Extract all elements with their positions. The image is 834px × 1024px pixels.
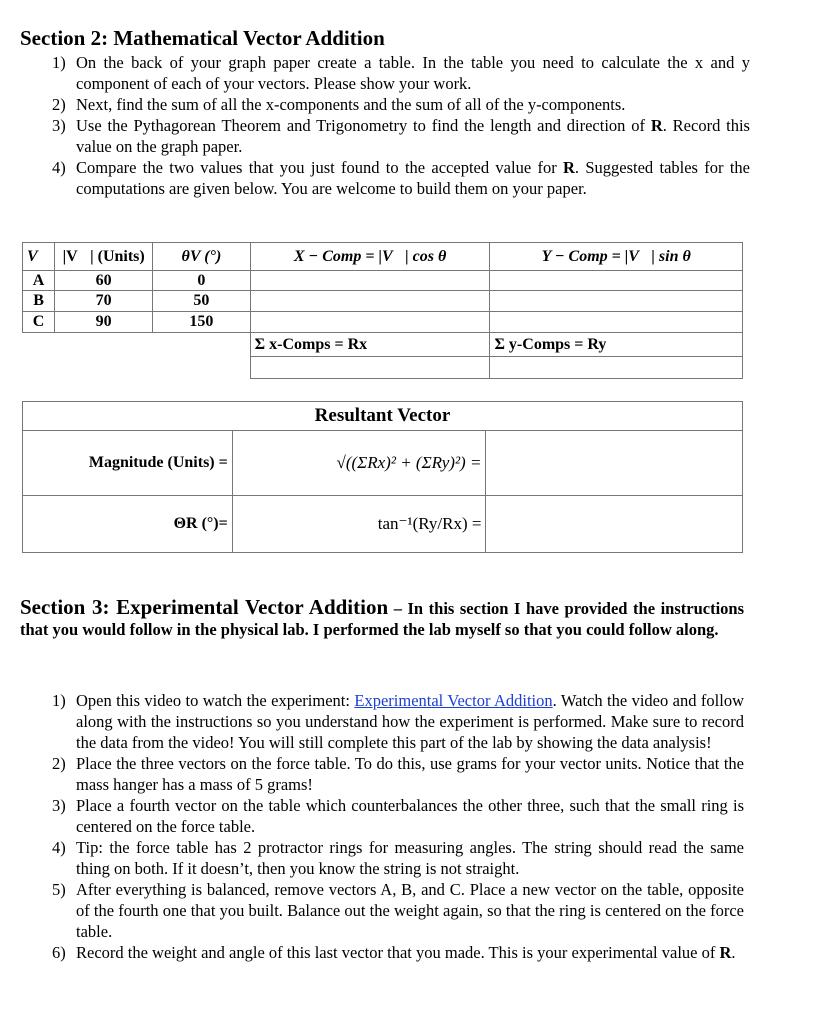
section-2-title: Section 2: Mathematical Vector Addition	[20, 26, 385, 50]
cell[interactable]	[250, 271, 490, 291]
video-link[interactable]: Experimental Vector Addition	[354, 691, 553, 710]
cell: 90	[55, 312, 153, 333]
list-item: 5) After everything is balanced, remove vectors A, B, and C. Place a new vector on the table, opposite of the fourth one that you built. Balance out the weight again, so that the ring is centered on the force table.	[52, 880, 744, 941]
cell: B	[23, 291, 55, 312]
header-y-comp: Y − Comp = |V⃗| sin θ	[490, 243, 743, 271]
cell: C	[23, 312, 55, 333]
cell: 70	[55, 291, 153, 312]
section-3-list	[20, 690, 744, 963]
list-item: 2) Next, find the sum of all the x-components and the sum of all of the y-components.	[52, 95, 626, 114]
angle-formula: tan⁻¹(Ry/Rx) =	[232, 496, 486, 553]
sum-y-cell[interactable]	[490, 357, 743, 379]
list-item: 3) Place a fourth vector on the table which counterbalances the other three, such that the small ring is centered on the force table.	[52, 796, 744, 836]
header-x-comp: X − Comp = |V⃗| cos θ	[250, 243, 490, 271]
resultant-title: Resultant Vector	[23, 402, 743, 431]
cell: A	[23, 271, 55, 291]
list-item: 1) Open this video to watch the experiment: Experimental Vector Addition. Watch the video and follow along with the instructions so you understand how the experiment is performed. Make sure to record the data from the video! You will still complete this part of the lab by showing the data analysis!	[52, 691, 745, 752]
sum-x-cell[interactable]	[250, 357, 490, 379]
cell[interactable]	[490, 271, 743, 291]
spacer	[23, 333, 251, 357]
section-2	[20, 26, 750, 199]
cell[interactable]	[250, 312, 490, 333]
header-vector: V⃗	[23, 243, 55, 271]
list-item: 4) Tip: the force table has 2 protractor rings for measuring angles. The string should read the same thing on both. If it doesn’t, then you know the string is not straight.	[52, 838, 744, 878]
section-3-title: Section 3: Experimental Vector Addition	[20, 595, 389, 619]
cell[interactable]	[490, 291, 743, 312]
cell: 60	[55, 271, 153, 291]
header-angle: θV (°)	[153, 243, 251, 271]
vector-table	[22, 242, 743, 379]
table-row	[23, 291, 743, 312]
list-item: 6) Record the weight and angle of this last vector that you made. This is your experimental value of R.	[52, 943, 736, 962]
sum-y-label: Σ y-Comps = Ry	[490, 333, 743, 357]
section-2-list	[20, 52, 750, 199]
list-item: 1) On the back of your graph paper create a table. In the table you need to calculate the x and y component of each of your vectors. Please show your work.	[52, 53, 750, 93]
angle-label: ΘR (°)=	[23, 496, 233, 553]
header-magnitude: |V⃗| (Units)	[55, 243, 153, 271]
list-item: 4) Compare the two values that you just found to the accepted value for R. Suggested tables for the computations are given below. You are welcome to build them on your paper.	[52, 158, 750, 198]
list-item: 3) Use the Pythagorean Theorem and Trigonometry to find the length and direction of R. Record this value on the graph paper.	[52, 116, 750, 156]
list-item: 2) Place the three vectors on the force table. To do this, use grams for your vector units. Notice that the mass hanger has a mass of 5 grams!	[52, 754, 744, 794]
cell: 50	[153, 291, 251, 312]
cell[interactable]	[490, 312, 743, 333]
table-row	[23, 271, 743, 291]
table-row	[23, 312, 743, 333]
spacer	[23, 357, 251, 379]
magnitude-label: Magnitude (Units) =	[23, 431, 233, 496]
angle-answer[interactable]	[486, 496, 743, 553]
cell: 0	[153, 271, 251, 291]
section-3-intro: Section 3: Experimental Vector Addition – In this section I have provided the instructions that you would follow in the physical lab. I performed the lab myself so that you could follow along.	[20, 595, 745, 639]
magnitude-formula: √((ΣRx)² + (ΣRy)²) =	[232, 431, 486, 496]
cell: 150	[153, 312, 251, 333]
cell[interactable]	[250, 291, 490, 312]
resultant-table	[22, 401, 743, 553]
sum-x-label: Σ x-Comps = Rx	[250, 333, 490, 357]
magnitude-answer[interactable]	[486, 431, 743, 496]
